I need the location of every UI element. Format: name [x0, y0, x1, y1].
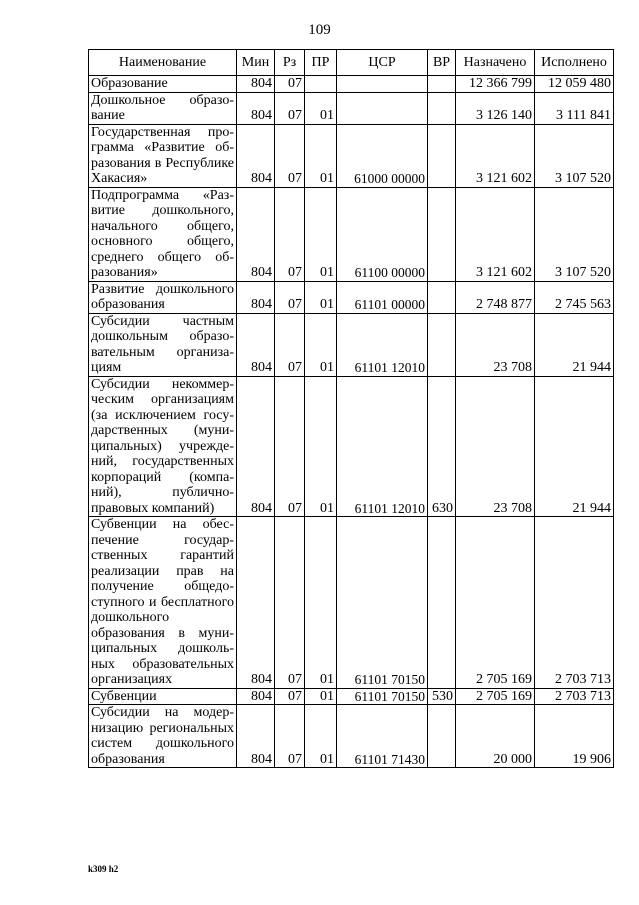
row-vr — [428, 517, 456, 689]
row-assigned: 23 708 — [456, 313, 535, 376]
row-vr — [428, 281, 456, 313]
row-assigned: 20 000 — [456, 705, 535, 768]
table-row — [89, 124, 614, 187]
table-row — [89, 313, 614, 376]
row-executed: 21 944 — [535, 313, 614, 376]
header-pr: ПР — [305, 50, 337, 76]
page-number: 109 — [308, 22, 331, 38]
row-executed: 3 107 520 — [535, 187, 614, 281]
row-assigned: 3 126 140 — [456, 92, 535, 124]
row-pr: 01 — [305, 688, 337, 705]
row-assigned: 23 708 — [456, 376, 535, 517]
row-executed: 3 107 520 — [535, 124, 614, 187]
row-executed: 12 059 480 — [535, 76, 614, 93]
row-min: 804 — [237, 92, 275, 124]
row-vr — [428, 313, 456, 376]
header-rz: Рз — [275, 50, 305, 76]
row-executed: 2 703 713 — [535, 517, 614, 689]
row-pr: 01 — [305, 187, 337, 281]
row-rz: 07 — [275, 688, 305, 705]
row-rz: 07 — [275, 376, 305, 517]
row-csr — [337, 92, 428, 124]
row-vr — [428, 705, 456, 768]
row-csr: 61101 70150 — [337, 517, 428, 689]
row-rz: 07 — [275, 313, 305, 376]
row-pr: 01 — [305, 705, 337, 768]
row-pr: 01 — [305, 92, 337, 124]
row-rz: 07 — [275, 705, 305, 768]
table-row — [89, 376, 614, 517]
row-pr: 01 — [305, 313, 337, 376]
row-vr — [428, 76, 456, 93]
table-row — [89, 187, 614, 281]
row-executed: 2 745 563 — [535, 281, 614, 313]
row-assigned: 3 121 602 — [456, 124, 535, 187]
row-csr — [337, 76, 428, 93]
row-pr: 01 — [305, 281, 337, 313]
row-min: 804 — [237, 313, 275, 376]
header-executed: Исполнено — [535, 50, 614, 76]
row-rz: 07 — [275, 187, 305, 281]
row-min: 804 — [237, 517, 275, 689]
row-csr: 61000 00000 — [337, 124, 428, 187]
table-row — [89, 92, 614, 124]
table-row — [89, 705, 614, 768]
row-assigned: 2 748 877 — [456, 281, 535, 313]
row-name: Субсидии частным дошкольным образовательным организациям — [89, 313, 237, 376]
row-name: Субвенции — [89, 688, 237, 705]
row-pr: 01 — [305, 376, 337, 517]
row-rz: 07 — [275, 92, 305, 124]
row-pr: 01 — [305, 517, 337, 689]
row-csr: 61101 70150 — [337, 688, 428, 705]
row-csr: 61101 12010 — [337, 313, 428, 376]
table-row — [89, 688, 614, 705]
row-rz: 07 — [275, 517, 305, 689]
row-pr: 01 — [305, 124, 337, 187]
row-name: Образование — [89, 76, 237, 93]
row-csr: 61101 12010 — [337, 376, 428, 517]
row-min: 804 — [237, 376, 275, 517]
header-assigned: Назначено — [456, 50, 535, 76]
table-row — [89, 281, 614, 313]
row-assigned: 2 705 169 — [456, 517, 535, 689]
row-assigned: 12 366 799 — [456, 76, 535, 93]
row-vr: 530 — [428, 688, 456, 705]
row-name: Дошкольное образование — [89, 92, 237, 124]
table-row — [89, 76, 614, 93]
row-vr — [428, 187, 456, 281]
row-assigned: 2 705 169 — [456, 688, 535, 705]
row-min: 804 — [237, 688, 275, 705]
header-name: Наименование — [89, 50, 237, 76]
header-csr: ЦСР — [337, 50, 428, 76]
row-csr: 61101 71430 — [337, 705, 428, 768]
row-assigned: 3 121 602 — [456, 187, 535, 281]
row-min: 804 — [237, 705, 275, 768]
row-name: Субсидии на модернизацию региональных систем дошкольного образования — [89, 705, 237, 768]
header-vr: ВР — [428, 50, 456, 76]
row-name: Государственная программа «Развитие образования в Республике Хакасия» — [89, 124, 237, 187]
row-name: Субсидии некоммерческим организациям (за исключением государственных (муниципальных) учреждений, государственных корпораций (компаний), публично-правовых компаний) — [89, 376, 237, 517]
row-rz: 07 — [275, 124, 305, 187]
row-min: 804 — [237, 76, 275, 93]
row-vr — [428, 92, 456, 124]
row-csr: 61100 00000 — [337, 187, 428, 281]
table-header-row — [89, 50, 614, 76]
row-name: Подпрограмма «Развитие дошкольного, начального общего, основного общего, среднего общего образования» — [89, 187, 237, 281]
row-min: 804 — [237, 124, 275, 187]
header-min: Мин — [237, 50, 275, 76]
row-min: 804 — [237, 281, 275, 313]
row-vr: 630 — [428, 376, 456, 517]
row-name: Субвенции на обеспечение государственных гарантий реализации прав на получение общедоступного и бесплатного дошкольного образования в муниципальных дошкольных образовательных организациях — [89, 517, 237, 689]
budget-table — [88, 49, 614, 768]
row-rz: 07 — [275, 76, 305, 93]
row-vr — [428, 124, 456, 187]
row-executed: 19 906 — [535, 705, 614, 768]
row-name: Развитие дошкольного образования — [89, 281, 237, 313]
row-executed: 2 703 713 — [535, 688, 614, 705]
row-csr: 61101 00000 — [337, 281, 428, 313]
row-pr — [305, 76, 337, 93]
row-executed: 3 111 841 — [535, 92, 614, 124]
row-rz: 07 — [275, 281, 305, 313]
footer-code: k309 h2 — [88, 864, 119, 874]
row-executed: 21 944 — [535, 376, 614, 517]
table-row — [89, 517, 614, 689]
row-min: 804 — [237, 187, 275, 281]
